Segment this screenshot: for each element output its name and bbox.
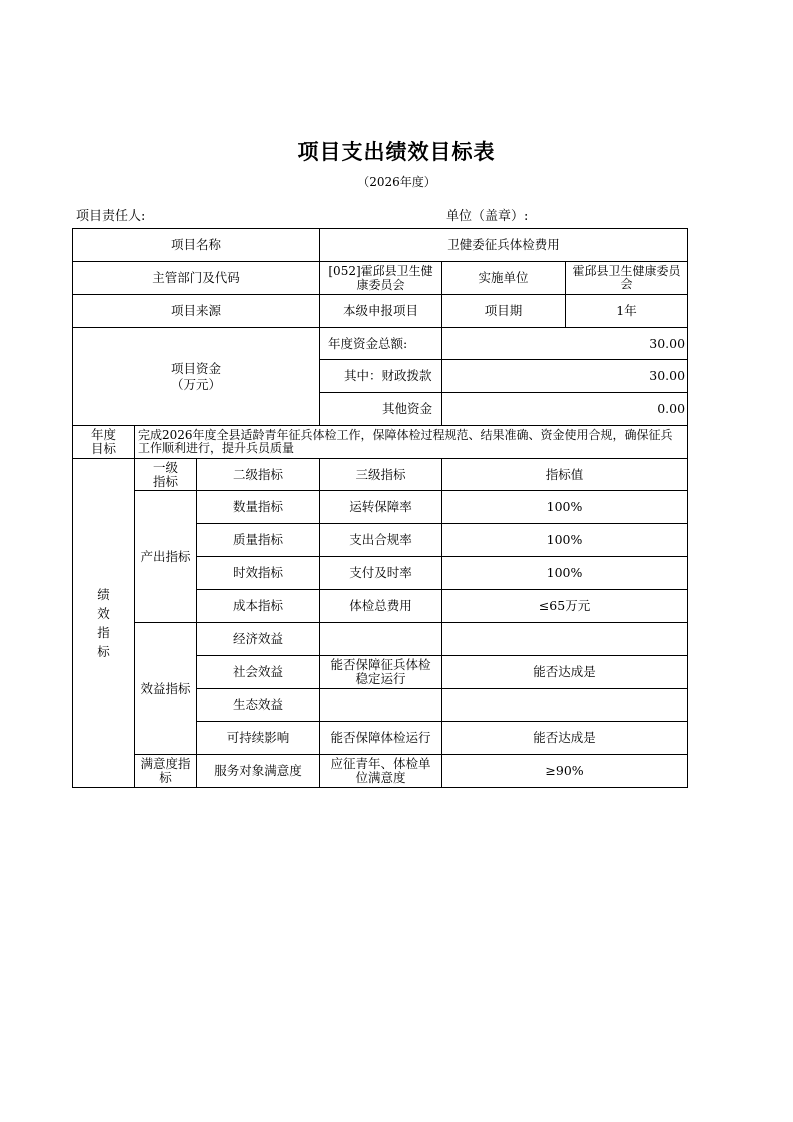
satisfaction-indicators-label: 满意度指标 — [135, 755, 197, 788]
level2-cell: 社会效益 — [197, 656, 320, 689]
funds-total-row — [73, 328, 688, 360]
value-cell: 能否达成是 — [442, 722, 688, 755]
level3-cell: 能否保障体检运行 — [320, 722, 442, 755]
level3-cell: 应征青年、体检单位满意度 — [320, 755, 442, 788]
funds-label — [73, 328, 320, 426]
indicator-header-row — [73, 459, 688, 491]
value-cell: 能否达成是 — [442, 656, 688, 689]
value-cell: ≥90% — [442, 755, 688, 788]
value-cell — [442, 689, 688, 722]
value-cell: ≤65万元 — [442, 590, 688, 623]
total-funds-label: 年度资金总额: — [320, 328, 442, 360]
header-level2: 二级指标 — [197, 459, 320, 491]
level2-cell: 成本指标 — [197, 590, 320, 623]
level2-cell: 数量指标 — [197, 491, 320, 524]
funds-label-line1: 项目资金 — [171, 360, 222, 376]
project-name-label: 项目名称 — [73, 229, 320, 262]
unit-seal-label: 单位（盖章）: — [446, 209, 529, 224]
level3-cell — [320, 623, 442, 656]
project-name-value: 卫健委征兵体检费用 — [320, 229, 688, 262]
period-value: 1年 — [566, 295, 688, 328]
level2-cell: 可持续影响 — [197, 722, 320, 755]
level3-cell: 运转保障率 — [320, 491, 442, 524]
annual-goal-label: 年度目标 — [73, 426, 135, 459]
value-cell: 100% — [442, 524, 688, 557]
funds-label-line2: （万元） — [171, 376, 222, 392]
dept-value: [052]霍邱县卫生健康委员会 — [320, 262, 442, 295]
project-name-row — [73, 229, 688, 262]
other-funds-value: 0.00 — [442, 393, 688, 426]
year-subtitle: （2026年度） — [357, 175, 436, 189]
impl-unit-value: 霍邱县卫生健康委员会 — [566, 262, 688, 295]
header-level3: 三级指标 — [320, 459, 442, 491]
performance-indicators-text: 绩效指标 — [97, 587, 110, 659]
header-level1: 一级指标 — [135, 459, 197, 491]
source-label: 项目来源 — [73, 295, 320, 328]
responsible-person-label: 项目责任人: — [76, 209, 146, 224]
level3-cell: 能否保障征兵体检稳定运行 — [320, 656, 442, 689]
period-label: 项目期 — [442, 295, 566, 328]
indicator-row — [73, 623, 688, 656]
fiscal-funds-label: 其中：财政拨款 — [320, 360, 442, 393]
level2-cell: 经济效益 — [197, 623, 320, 656]
level2-cell: 质量指标 — [197, 524, 320, 557]
fiscal-funds-value: 30.00 — [442, 360, 688, 393]
dept-label: 主管部门及代码 — [73, 262, 320, 295]
total-funds-value: 30.00 — [442, 328, 688, 360]
source-row — [73, 295, 688, 328]
header-value: 指标值 — [442, 459, 688, 491]
level3-cell: 体检总费用 — [320, 590, 442, 623]
annual-goal-row — [73, 426, 688, 459]
impl-unit-label: 实施单位 — [442, 262, 566, 295]
value-cell — [442, 623, 688, 656]
level2-cell: 服务对象满意度 — [197, 755, 320, 788]
level3-cell: 支出合规率 — [320, 524, 442, 557]
value-cell: 100% — [442, 491, 688, 524]
level3-cell: 支付及时率 — [320, 557, 442, 590]
level2-cell: 生态效益 — [197, 689, 320, 722]
indicator-row — [73, 491, 688, 524]
source-value: 本级申报项目 — [320, 295, 442, 328]
output-indicators-label: 产出指标 — [135, 491, 197, 623]
level3-cell — [320, 689, 442, 722]
value-cell: 100% — [442, 557, 688, 590]
performance-table — [72, 228, 688, 788]
other-funds-label: 其他资金 — [320, 393, 442, 426]
indicator-row — [73, 755, 688, 788]
benefit-indicators-label: 效益指标 — [135, 623, 197, 755]
performance-indicators-label — [73, 459, 135, 788]
department-row — [73, 262, 688, 295]
annual-goal-text: 完成2026年度全县适龄青年征兵体检工作，保障体检过程规范、结果准确、资金使用合规，确保征兵工作顺利进行，提升兵员质量 — [135, 426, 688, 459]
level2-cell: 时效指标 — [197, 557, 320, 590]
page-title: 项目支出绩效目标表 — [297, 140, 496, 164]
